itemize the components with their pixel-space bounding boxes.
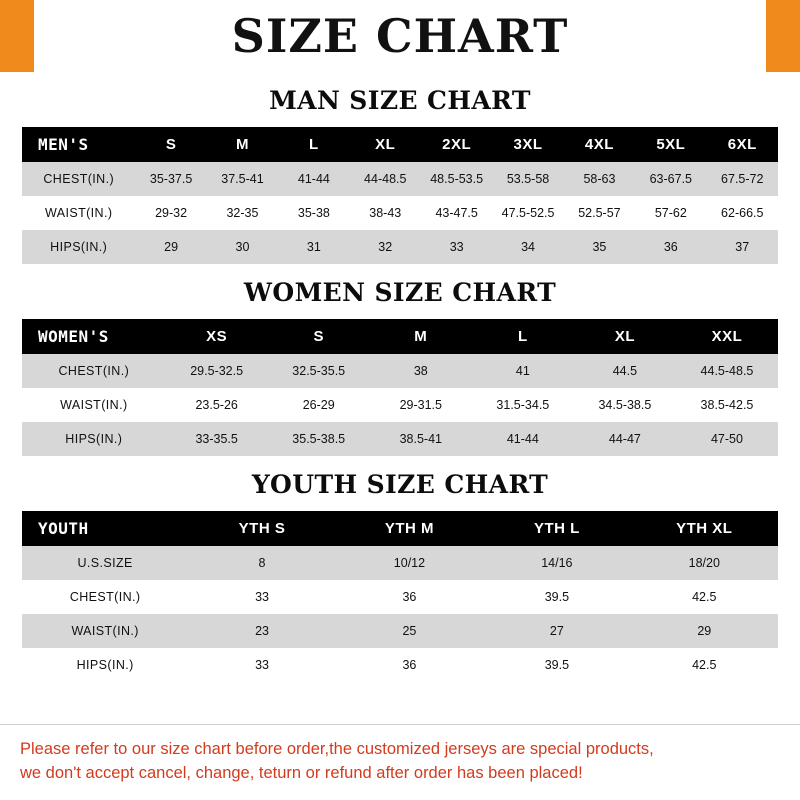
cell: 47.5-52.5 (492, 196, 563, 230)
section-title-men: MAN SIZE CHART (269, 86, 531, 115)
table-row (22, 354, 778, 388)
cell: 33 (188, 648, 335, 682)
col-header-m: M (370, 319, 472, 354)
table-row (22, 388, 778, 422)
cell: 29-32 (135, 196, 206, 230)
table-header-row (22, 511, 778, 546)
cell: 42.5 (631, 648, 778, 682)
cell: 27 (483, 614, 630, 648)
cell: 41-44 (472, 422, 574, 456)
cell: 23.5-26 (166, 388, 268, 422)
table-men (22, 127, 778, 264)
row-label-hips: HIPS(IN.) (22, 230, 135, 264)
banner-accent-right (766, 0, 800, 72)
cell: 35-38 (278, 196, 349, 230)
table-men-head (22, 127, 778, 162)
col-header-label: MEN'S (22, 127, 135, 162)
col-header-6xl: 6XL (707, 127, 778, 162)
row-label-us-size: U.S.SIZE (22, 546, 188, 580)
cell: 41 (472, 354, 574, 388)
col-header-xl: XL (350, 127, 421, 162)
row-label-chest: CHEST(IN.) (22, 580, 188, 614)
table-women-body (22, 354, 778, 456)
cell: 53.5-58 (492, 162, 563, 196)
table-row (22, 614, 778, 648)
table-women-head (22, 319, 778, 354)
cell: 32-35 (207, 196, 278, 230)
page-title: SIZE CHART (231, 9, 569, 63)
table-row (22, 196, 778, 230)
footer-disclaimer (0, 724, 800, 800)
header-banner (0, 0, 800, 72)
col-header-5xl: 5XL (635, 127, 706, 162)
cell: 38.5-41 (370, 422, 472, 456)
cell: 25 (336, 614, 483, 648)
cell: 33 (421, 230, 492, 264)
cell: 29.5-32.5 (166, 354, 268, 388)
col-header-yth-xl: YTH XL (631, 511, 778, 546)
col-header-3xl: 3XL (492, 127, 563, 162)
cell: 23 (188, 614, 335, 648)
cell: 33-35.5 (166, 422, 268, 456)
cell: 18/20 (631, 546, 778, 580)
col-header-xs: XS (166, 319, 268, 354)
cell: 42.5 (631, 580, 778, 614)
col-header-xl: XL (574, 319, 676, 354)
col-header-xxl: XXL (676, 319, 778, 354)
row-label-hips: HIPS(IN.) (22, 648, 188, 682)
chart-content (0, 72, 800, 724)
cell: 31.5-34.5 (472, 388, 574, 422)
row-label-waist: WAIST(IN.) (22, 614, 188, 648)
cell: 35.5-38.5 (268, 422, 370, 456)
footer-line-1: Please refer to our size chart before order,the customized jerseys are special products, (20, 739, 654, 758)
row-label-waist: WAIST(IN.) (22, 388, 166, 422)
col-header-s: S (268, 319, 370, 354)
cell: 44-47 (574, 422, 676, 456)
cell: 34 (492, 230, 563, 264)
cell: 35 (564, 230, 635, 264)
col-header-yth-m: YTH M (336, 511, 483, 546)
table-row (22, 422, 778, 456)
row-label-waist: WAIST(IN.) (22, 196, 135, 230)
table-header-row (22, 319, 778, 354)
table-row (22, 546, 778, 580)
section-title-youth: YOUTH SIZE CHART (251, 470, 549, 499)
cell: 32.5-35.5 (268, 354, 370, 388)
cell: 47-50 (676, 422, 778, 456)
table-women (22, 319, 778, 456)
cell: 48.5-53.5 (421, 162, 492, 196)
col-header-m: M (207, 127, 278, 162)
cell: 39.5 (483, 648, 630, 682)
cell: 43-47.5 (421, 196, 492, 230)
section-men (22, 86, 778, 264)
cell: 29 (135, 230, 206, 264)
col-header-2xl: 2XL (421, 127, 492, 162)
cell: 30 (207, 230, 278, 264)
cell: 38 (370, 354, 472, 388)
table-youth-body (22, 546, 778, 682)
cell: 38.5-42.5 (676, 388, 778, 422)
cell: 44-48.5 (350, 162, 421, 196)
table-men-body (22, 162, 778, 264)
table-row (22, 580, 778, 614)
table-row (22, 230, 778, 264)
cell: 67.5-72 (707, 162, 778, 196)
col-header-label: WOMEN'S (22, 319, 166, 354)
section-women (22, 278, 778, 456)
cell: 44.5 (574, 354, 676, 388)
cell: 37.5-41 (207, 162, 278, 196)
row-label-chest: CHEST(IN.) (22, 354, 166, 388)
cell: 34.5-38.5 (574, 388, 676, 422)
cell: 62-66.5 (707, 196, 778, 230)
col-header-yth-l: YTH L (483, 511, 630, 546)
cell: 37 (707, 230, 778, 264)
cell: 31 (278, 230, 349, 264)
section-youth (22, 470, 778, 682)
footer-line-2: we don't accept cancel, change, teturn or refund after order has been placed! (20, 764, 583, 783)
cell: 38-43 (350, 196, 421, 230)
table-youth (22, 511, 778, 682)
cell: 36 (336, 648, 483, 682)
cell: 57-62 (635, 196, 706, 230)
banner-accent-left (0, 0, 34, 72)
cell: 41-44 (278, 162, 349, 196)
col-header-l: L (472, 319, 574, 354)
cell: 63-67.5 (635, 162, 706, 196)
row-label-chest: CHEST(IN.) (22, 162, 135, 196)
cell: 29 (631, 614, 778, 648)
cell: 36 (635, 230, 706, 264)
cell: 58-63 (564, 162, 635, 196)
col-header-l: L (278, 127, 349, 162)
col-header-label: YOUTH (22, 511, 188, 546)
section-title-women: WOMEN SIZE CHART (243, 278, 557, 307)
table-row (22, 648, 778, 682)
cell: 14/16 (483, 546, 630, 580)
cell: 33 (188, 580, 335, 614)
col-header-s: S (135, 127, 206, 162)
cell: 8 (188, 546, 335, 580)
cell: 35-37.5 (135, 162, 206, 196)
cell: 32 (350, 230, 421, 264)
row-label-hips: HIPS(IN.) (22, 422, 166, 456)
cell: 39.5 (483, 580, 630, 614)
cell: 29-31.5 (370, 388, 472, 422)
table-header-row (22, 127, 778, 162)
cell: 10/12 (336, 546, 483, 580)
cell: 26-29 (268, 388, 370, 422)
col-header-4xl: 4XL (564, 127, 635, 162)
col-header-yth-s: YTH S (188, 511, 335, 546)
table-row (22, 162, 778, 196)
cell: 44.5-48.5 (676, 354, 778, 388)
cell: 36 (336, 580, 483, 614)
table-youth-head (22, 511, 778, 546)
cell: 52.5-57 (564, 196, 635, 230)
